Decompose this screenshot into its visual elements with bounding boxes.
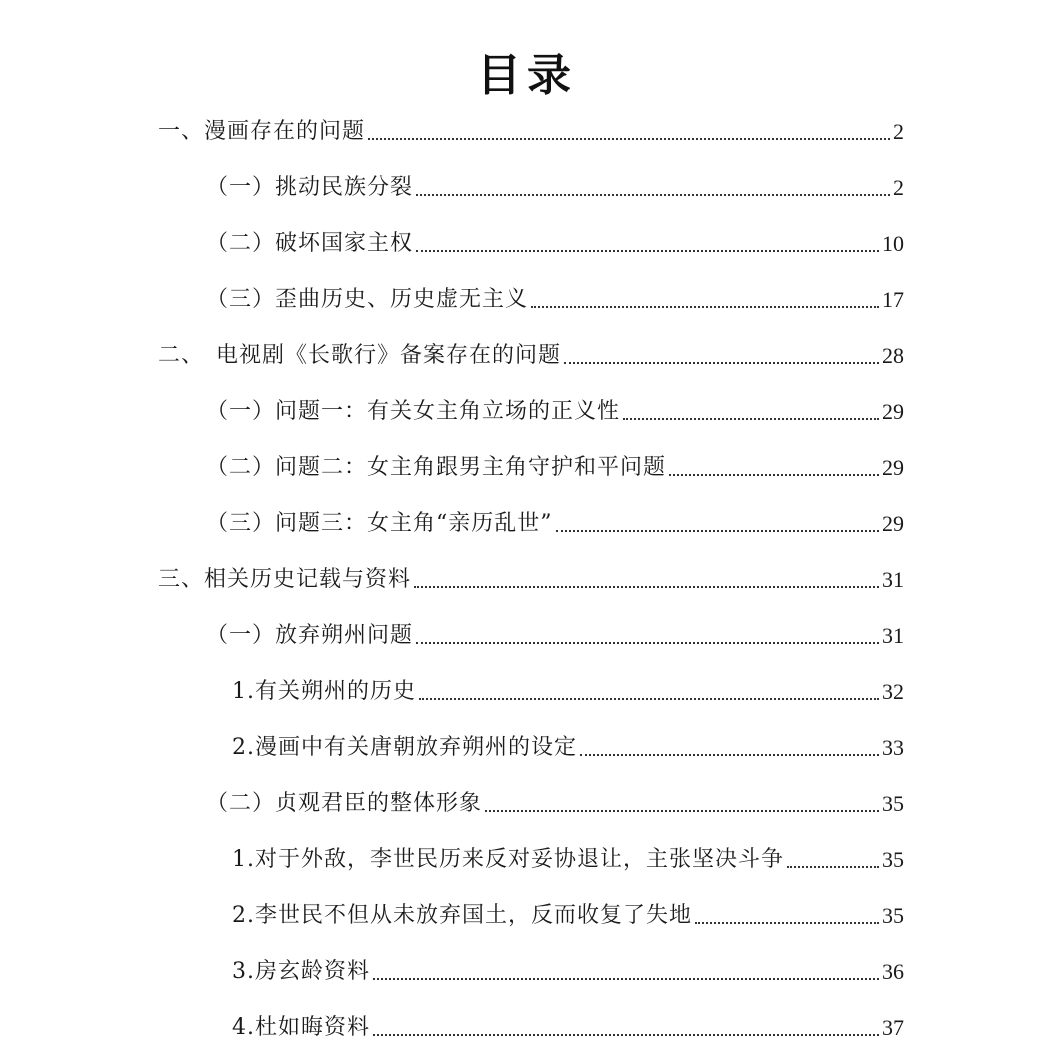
toc-entry-label: 3.房玄龄资料 [232, 959, 370, 984]
toc-entry-label: （二）贞观君臣的整体形象 [206, 791, 483, 816]
toc-entry[interactable] [206, 508, 904, 540]
toc-entry[interactable] [232, 732, 904, 764]
dot-leader [373, 978, 879, 980]
toc-entry-page: 35 [882, 847, 904, 872]
toc-entry[interactable] [232, 1012, 904, 1044]
dot-leader [373, 1034, 879, 1036]
toc-entry-page: 29 [882, 399, 904, 424]
toc-entry-label: （二）问题二：女主角跟男主角守护和平问题 [206, 455, 667, 480]
toc-entry-label: 二、 电视剧《长歌行》备案存在的问题 [158, 343, 562, 368]
dot-leader [669, 474, 879, 476]
toc-entry-label: （一）问题一：有关女主角立场的正义性 [206, 399, 621, 424]
toc-entry-label: 1.有关朔州的历史 [232, 679, 416, 704]
toc-entry[interactable] [232, 900, 904, 932]
toc-entry-label: （二）破坏国家主权 [206, 231, 414, 256]
toc-entry[interactable] [206, 396, 904, 428]
dot-leader [416, 642, 879, 644]
toc-entry-label: 1.对于外敌，李世民历来反对妥协退让，主张坚决斗争 [232, 847, 784, 872]
dot-leader [623, 418, 879, 420]
toc-entry-page: 35 [882, 791, 904, 816]
toc-entry-label: 2.漫画中有关唐朝放弃朔州的设定 [232, 735, 577, 760]
toc-entry[interactable] [158, 340, 904, 372]
toc-entry-page: 10 [882, 231, 904, 256]
toc-entry-label: 三、相关历史记载与资料 [158, 567, 412, 592]
toc-entry-page: 28 [882, 343, 904, 368]
toc-entry[interactable] [232, 676, 904, 708]
toc-entry-page: 35 [882, 903, 904, 928]
page-title: 目录 [477, 50, 577, 101]
dot-leader [564, 362, 879, 364]
toc-entry-page: 33 [882, 735, 904, 760]
toc-entry-label: （一）放弃朔州问题 [206, 623, 414, 648]
dot-leader [531, 306, 879, 308]
toc-entry[interactable] [206, 228, 904, 260]
toc-entry[interactable] [206, 284, 904, 316]
dot-leader [419, 698, 879, 700]
toc-entry-page: 32 [882, 679, 904, 704]
toc-entry[interactable] [206, 788, 904, 820]
toc-entry-page: 17 [882, 287, 904, 312]
toc-entry[interactable] [232, 956, 904, 988]
toc-entry[interactable] [158, 116, 904, 148]
dot-leader [787, 866, 879, 868]
dot-leader [556, 530, 880, 532]
dot-leader [580, 754, 879, 756]
dot-leader [368, 138, 890, 140]
dot-leader [414, 586, 879, 588]
toc-entry-label: （三）问题三：女主角“亲历乱世” [206, 511, 553, 536]
toc-entry[interactable] [206, 452, 904, 484]
dot-leader [695, 922, 879, 924]
toc-entry-page: 31 [882, 623, 904, 648]
toc-entry-label: 2.李世民不但从未放弃国土，反而收复了失地 [232, 903, 692, 928]
dot-leader [416, 250, 879, 252]
toc-entry-label: 4.杜如晦资料 [232, 1015, 370, 1040]
toc-entry-page: 31 [882, 567, 904, 592]
toc-entry-page: 2 [893, 175, 904, 200]
toc-entry-label: 一、漫画存在的问题 [158, 119, 366, 144]
toc-entry-page: 37 [882, 1015, 904, 1040]
toc-entry-page: 29 [882, 511, 904, 536]
toc-entry[interactable] [206, 172, 904, 204]
toc-entry-page: 2 [893, 119, 904, 144]
toc-entry-label: （一）挑动民族分裂 [206, 175, 414, 200]
dot-leader [416, 194, 890, 196]
dot-leader [485, 810, 879, 812]
toc-entry[interactable] [232, 844, 904, 876]
toc-entry-page: 29 [882, 455, 904, 480]
toc-entry-label: （三）歪曲历史、历史虚无主义 [206, 287, 529, 312]
toc-entry-page: 36 [882, 959, 904, 984]
toc-entry[interactable] [158, 564, 904, 596]
toc-entry[interactable] [206, 620, 904, 652]
